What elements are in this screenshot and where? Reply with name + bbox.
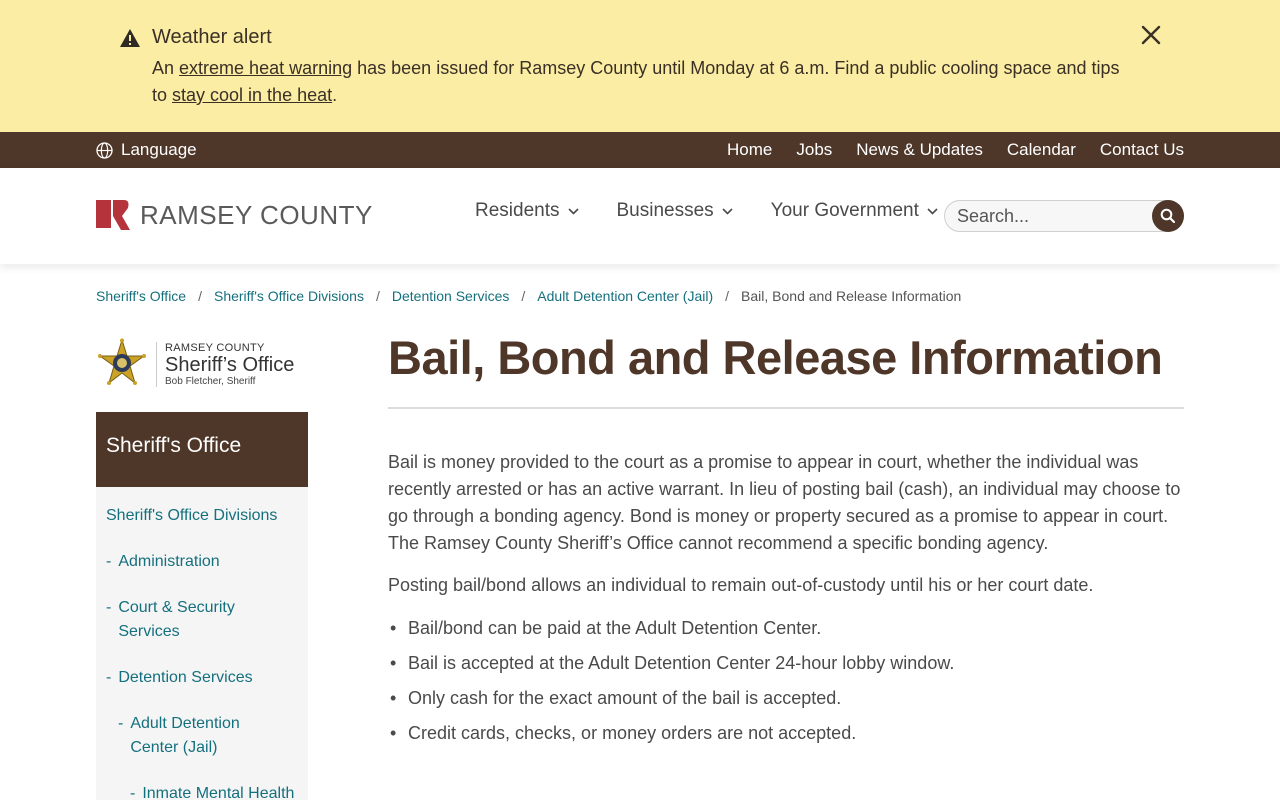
contact-us-link[interactable]: Contact Us (1099, 140, 1184, 159)
ramsey-county-logo[interactable] (96, 198, 373, 232)
chevron-down-icon (722, 208, 733, 215)
search-icon (1160, 208, 1176, 224)
sidebar-dash: - (118, 715, 124, 732)
sidebar-heading[interactable]: Sheriff's Office (96, 412, 308, 487)
search-button[interactable] (1152, 200, 1184, 232)
breadcrumb-link[interactable]: Adult Detention Center (Jail) (537, 288, 714, 304)
calendar-link[interactable]: Calendar (1006, 140, 1076, 159)
nav-businesses[interactable] (617, 200, 733, 222)
breadcrumb-current: Bail, Bond and Release Information (741, 288, 962, 304)
utility-bar (0, 132, 1280, 168)
alert-title: Weather alert (152, 26, 272, 48)
sidebar-item-administration (106, 550, 296, 574)
sidebar-item-divisions[interactable]: Sheriff's Office Divisions (106, 507, 278, 524)
list-item: • Bail/bond can be paid at the Adult Detention Center. (388, 615, 1184, 642)
breadcrumb-link[interactable]: Sheriff's Office (96, 288, 187, 304)
sidebar-link[interactable]: Detention Services (118, 669, 253, 686)
nav-label: Businesses (616, 200, 714, 221)
sidebar-link[interactable]: Adult Detention Center (Jail) (130, 715, 240, 756)
nav-residents[interactable] (475, 200, 579, 222)
breadcrumb-separator: / (725, 288, 730, 304)
sheriff-star-badge-icon (96, 338, 148, 390)
close-icon[interactable] (1138, 22, 1164, 48)
breadcrumb-separator: / (375, 288, 380, 304)
alert-text: An (152, 58, 180, 78)
sidebar-item-detention-services (106, 666, 296, 690)
breadcrumb-separator: / (198, 288, 202, 304)
sidebar-dash: - (106, 599, 112, 616)
sheriff-office-logo[interactable] (96, 338, 294, 390)
chevron-down-icon (927, 208, 938, 215)
sidebar-link[interactable]: Administration (118, 553, 220, 570)
title-divider (388, 407, 1184, 409)
logo-text: RAMSEY COUNTY (140, 199, 373, 230)
list-item: • Only cash for the exact amount of the bail is accepted. (388, 685, 1184, 712)
sheriff-logo-text (156, 342, 294, 387)
breadcrumb-separator: / (521, 288, 526, 304)
site-header (0, 168, 1280, 264)
alert-text: . (332, 85, 338, 105)
warning-triangle-icon (119, 28, 141, 48)
bail-info-list (388, 615, 1184, 755)
sheriff-logo-name: Bob Fletcher, Sheriff (165, 375, 256, 387)
breadcrumb-link[interactable]: Detention Services (391, 288, 510, 304)
alert-text: has been issued for Ramsey County until Monday at 6 a.m. Find a public cooling space and tips to (152, 58, 1120, 105)
sidebar-nav (96, 412, 308, 800)
globe-icon (96, 142, 113, 159)
sidebar-dash: - (106, 669, 112, 686)
chevron-down-icon (568, 208, 579, 215)
breadcrumb-link[interactable]: Sheriff's Office Divisions (213, 288, 364, 304)
sheriff-logo-office: Sheriff’s Office (165, 353, 295, 376)
nav-label: Residents (475, 200, 560, 221)
list-item: • Bail is accepted at the Adult Detention Center 24-hour lobby window. (388, 650, 1184, 677)
breadcrumb (96, 288, 961, 304)
jobs-link[interactable]: Jobs (796, 140, 833, 159)
sidebar-item-adult-detention-center (118, 712, 258, 760)
main-nav (475, 200, 938, 222)
bail-paragraph: Posting bail/bond allows an individual to remain out-of-custody until his or her court date. (388, 575, 1094, 595)
sidebar-link[interactable]: Inmate Mental Health (142, 785, 295, 800)
stay-cool-link[interactable]: stay cool in the heat (172, 85, 333, 105)
sidebar-dash: - (106, 553, 112, 570)
language-label: Language (121, 140, 197, 159)
intro-paragraph: Bail is money provided to the court as a promise to appear in court, whether the individual was recently arrested or has an active warrant. In lieu of posting bail (cash), an individual may choose to go through a bonding agency. Bond is money or property secured as a promise to appear in court. The Ramsey County Sheriff’s Office cannot recommend a specific bonding agency. (388, 452, 1181, 553)
sidebar-item-inmate-mental-health (130, 782, 305, 800)
nav-label: Your Government (770, 200, 919, 221)
news-updates-link[interactable]: News & Updates (856, 140, 983, 159)
search-box (944, 200, 1184, 232)
sidebar-dash: - (130, 785, 136, 800)
page-title: Bail, Bond and Release Information (388, 331, 1163, 384)
sidebar-link[interactable]: Court & Security Services (118, 599, 235, 640)
utility-links (727, 132, 1184, 168)
sidebar-item-court-security (106, 596, 256, 644)
search-input[interactable] (957, 204, 1147, 228)
language-selector[interactable] (96, 132, 197, 168)
extreme-heat-warning-link[interactable]: extreme heat warning (179, 58, 353, 78)
ramsey-logo-mark-icon (96, 198, 132, 232)
home-link[interactable]: Home (727, 140, 773, 159)
weather-alert (0, 0, 1280, 132)
nav-your-government[interactable] (771, 200, 938, 222)
sheriff-logo-county: RAMSEY COUNTY (165, 341, 265, 354)
alert-message (152, 55, 1132, 109)
list-item: • Credit cards, checks, or money orders are not accepted. (388, 720, 1184, 747)
